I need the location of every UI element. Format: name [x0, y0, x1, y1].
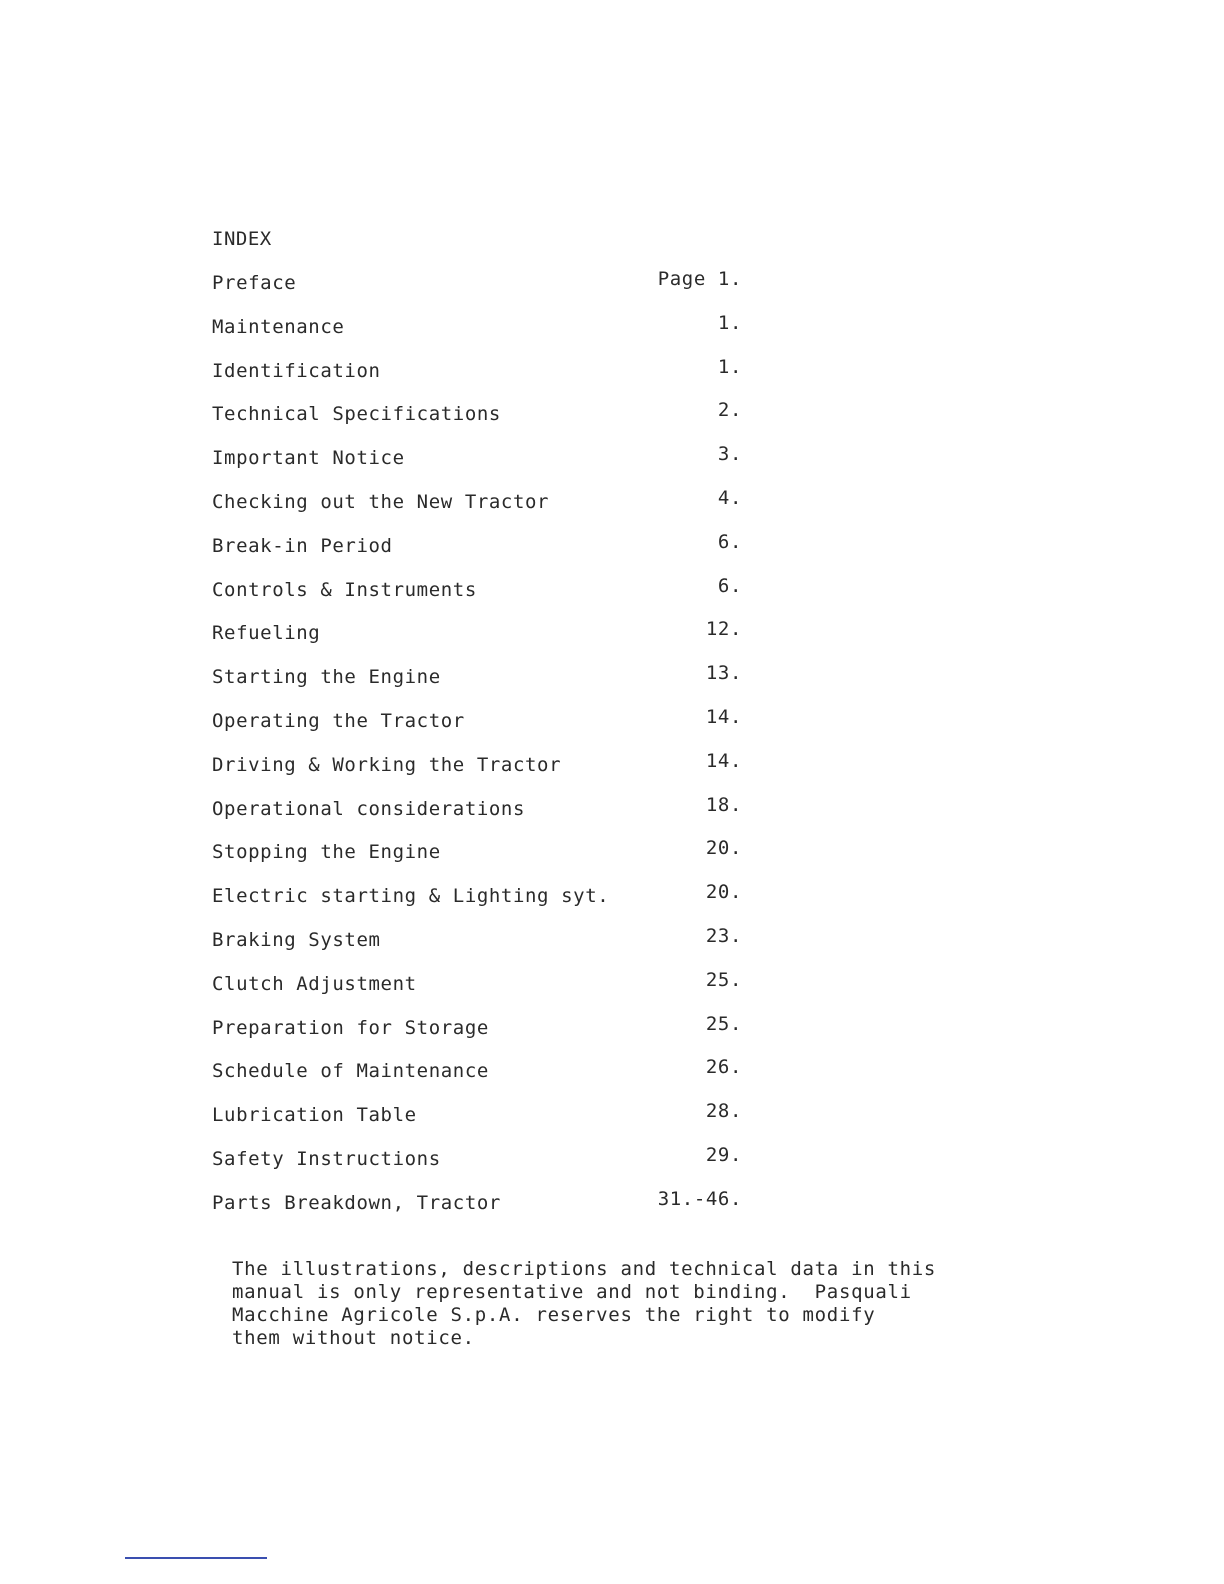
toc-entry — [212, 794, 772, 838]
toc-entry — [212, 1013, 772, 1057]
toc-entry-title: Maintenance — [212, 315, 345, 338]
table-of-contents — [212, 268, 772, 1232]
toc-entry — [212, 881, 772, 925]
toc-entry-title: Controls & Instruments — [212, 578, 477, 601]
toc-entry-title: Schedule of Maintenance — [212, 1060, 489, 1083]
toc-entry — [212, 268, 772, 312]
toc-entry-title: Safety Instructions — [212, 1147, 441, 1170]
toc-entry — [212, 969, 772, 1013]
toc-entry — [212, 706, 772, 750]
toc-entry-page: 6. — [717, 530, 742, 553]
toc-entry-page: 20. — [705, 881, 742, 904]
toc-entry-page: 2. — [717, 399, 742, 422]
toc-entry-page: 28. — [705, 1100, 742, 1123]
toc-entry-page: 25. — [705, 968, 742, 991]
disclaimer-line: Macchine Agricole S.p.A. reserves the right to modify — [232, 1304, 876, 1326]
toc-entry-title: Starting the Engine — [212, 666, 441, 689]
disclaimer-line: them without notice. — [232, 1327, 475, 1349]
toc-entry-page: 1. — [717, 311, 742, 334]
toc-entry-title: Checking out the New Tractor — [212, 490, 550, 513]
toc-entry-page: 31.-46. — [657, 1187, 742, 1210]
toc-entry — [212, 575, 772, 619]
toc-entry-title: Identification — [212, 359, 381, 382]
disclaimer-paragraph — [232, 1258, 1012, 1350]
toc-entry-page: 23. — [705, 924, 742, 947]
toc-entry-title: Break-in Period — [212, 534, 393, 557]
toc-entry-title: Operating the Tractor — [212, 709, 465, 732]
toc-entry-page: 4. — [717, 486, 742, 509]
toc-entry-page: 29. — [705, 1143, 742, 1166]
toc-entry-title: Stopping the Engine — [212, 841, 441, 864]
toc-entry — [212, 312, 772, 356]
toc-entry-page: 1. — [717, 355, 742, 378]
underline-mark — [125, 1557, 267, 1559]
toc-entry-title: Braking System — [212, 928, 381, 951]
toc-entry-title: Important Notice — [212, 447, 405, 470]
toc-entry — [212, 1100, 772, 1144]
toc-entry — [212, 1188, 772, 1232]
toc-entry — [212, 531, 772, 575]
toc-entry — [212, 487, 772, 531]
toc-entry-title: Preparation for Storage — [212, 1016, 489, 1039]
toc-entry-page: 26. — [705, 1056, 742, 1079]
toc-entry-page — [658, 268, 742, 290]
toc-entry-page: 25. — [705, 1012, 742, 1035]
page-label: Page — [657, 268, 706, 290]
toc-entry-page: 18. — [705, 793, 742, 816]
toc-entry-page: 20. — [705, 837, 742, 860]
toc-entry-page: 13. — [705, 662, 742, 685]
toc-entry-title: Parts Breakdown, Tractor — [212, 1191, 501, 1214]
toc-entry-page: 12. — [705, 618, 742, 641]
toc-entry — [212, 1144, 772, 1188]
toc-entry — [212, 750, 772, 794]
toc-entry-title: Technical Specifications — [212, 403, 501, 426]
toc-entry — [212, 925, 772, 969]
toc-entry-page: 3. — [717, 443, 742, 466]
disclaimer-line: The illustrations, descriptions and technical data in this — [232, 1258, 937, 1280]
toc-entry-page: 6. — [717, 574, 742, 597]
toc-entry-title: Preface — [212, 272, 297, 294]
toc-entry — [212, 1056, 772, 1100]
toc-entry — [212, 618, 772, 662]
index-heading: INDEX — [212, 228, 272, 250]
toc-entry — [212, 837, 772, 881]
toc-entry-title: Operational considerations — [212, 797, 526, 820]
toc-entry-page: 14. — [705, 749, 742, 772]
toc-entry — [212, 443, 772, 487]
toc-entry — [212, 662, 772, 706]
toc-entry — [212, 356, 772, 400]
toc-entry-title: Clutch Adjustment — [212, 972, 417, 995]
toc-entry-title: Driving & Working the Tractor — [212, 753, 562, 776]
toc-entry — [212, 399, 772, 443]
toc-entry-title: Lubrication Table — [212, 1104, 417, 1127]
toc-entry-page: 14. — [705, 705, 742, 728]
disclaimer-line: manual is only representative and not binding. Pasquali — [232, 1281, 912, 1303]
page-number: 1. — [717, 268, 742, 290]
toc-entry-title: Refueling — [212, 622, 321, 645]
toc-entry-title: Electric starting & Lighting syt. — [212, 885, 610, 908]
